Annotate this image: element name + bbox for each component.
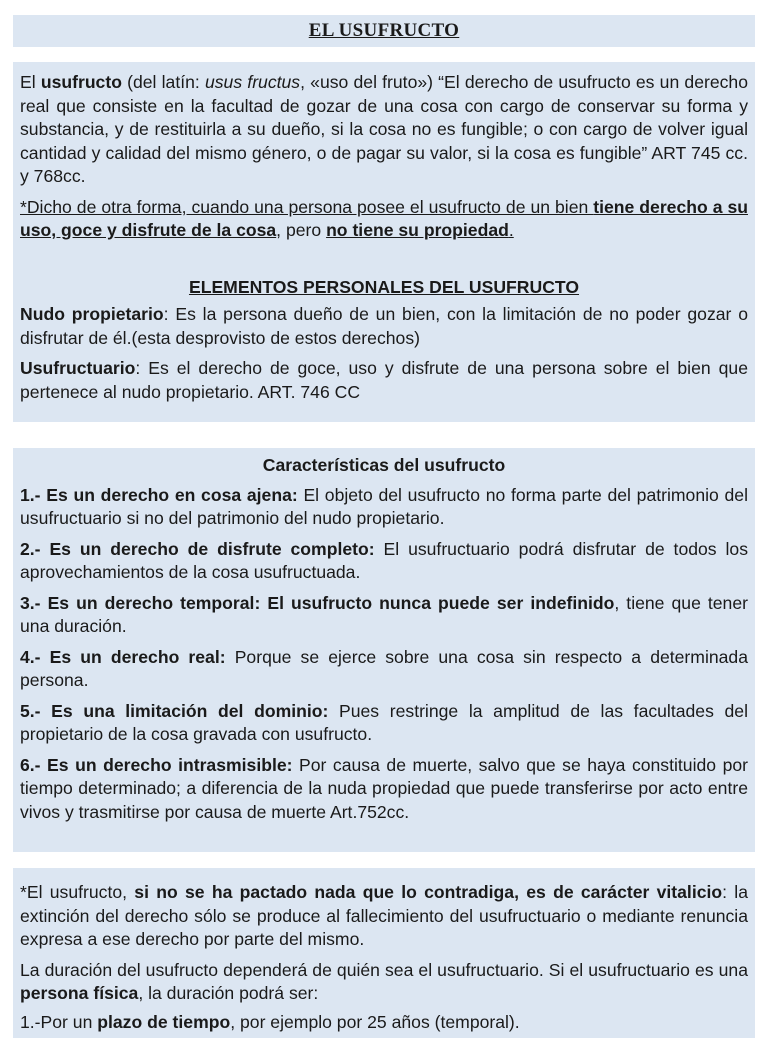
item-text: Porque se ejerce sobre una cosa sin respecto a determinada persona. (20, 646, 748, 690)
item-term: 3.- Es un derecho temporal: El usufructo nunca puede ser indefinido (20, 592, 615, 613)
list-item (20, 646, 748, 693)
list-item (20, 538, 748, 585)
usufructuario-paragraph (20, 357, 748, 404)
summary-emphasis: tiene derecho a su uso, goce y disfrute de la cosa (20, 196, 748, 240)
elementos-heading: ELEMENTOS PERSONALES DEL USUFRUCTO (188, 276, 580, 297)
caracteristicas-section (13, 448, 755, 852)
definition-section (13, 62, 755, 422)
caracteristicas-heading: Características del usufructo (262, 455, 506, 475)
duracion-paragraph (20, 959, 748, 1006)
list-item (20, 700, 748, 747)
plazo-text: 1.-Por un (20, 1011, 98, 1032)
item-text: El objeto del usufructo no forma parte del patrimonio del usufructuario si no del patrimonio del nudo propietario. (20, 484, 748, 528)
persona-fisica-term: persona física (20, 983, 139, 1003)
item-text: Pues restringe la amplitud de las facultades del propietario de la cosa gravada con usufructo. (20, 700, 748, 744)
definition-paragraph (20, 71, 748, 189)
usufructuario-term: Usufructuario (20, 358, 136, 378)
list-item (20, 754, 748, 825)
nudo-propietario-paragraph (20, 303, 748, 350)
item-term: 6.- Es un derecho intrasmisible: (20, 754, 293, 775)
plazo-paragraph (20, 1011, 748, 1035)
list-item (20, 484, 748, 531)
item-text: Por causa de muerte, salvo que se haya constituido por tiempo determinado; a diferencia de la nuda propiedad que puede transferirse por acto entre vivos y trasmitirse por causa de muerte Art.752cc. (20, 754, 749, 822)
list-item (20, 592, 748, 639)
usufructuario-text: : Es el derecho de goce, uso y disfrute de una persona sobre el bien que pertenece al nudo propietario. ART. 746 CC (20, 358, 748, 402)
vitalicio-emphasis: si no se ha pactado nada que lo contradiga, es de carácter vitalicio (134, 882, 723, 902)
item-term: 4.- Es un derecho real: (20, 646, 226, 667)
page-title: EL USUFRUCTO (308, 20, 460, 41)
vitalicio-text: *El usufructo, (20, 882, 135, 902)
summary-emphasis: no tiene su propiedad (326, 220, 509, 240)
summary-paragraph (20, 196, 748, 243)
nudo-propietario-term: Nudo propietario (20, 304, 164, 324)
item-text: , tiene que tener una duración. (20, 592, 748, 636)
duracion-text: La duración del usufructo dependerá de quién sea el usufructuario. Si el usufructuario es una (20, 959, 748, 980)
latin-term: usus fructus (204, 72, 301, 92)
summary-text: , pero (276, 220, 327, 240)
item-term: 5.- Es una limitación del dominio: (20, 700, 329, 721)
summary-text: . (508, 220, 514, 240)
item-text: El usufructuario podrá disfrutar de todos los aprovechamientos de la cosa usufructuada. (20, 538, 748, 582)
item-term: 1.- Es un derecho en cosa ajena: (20, 484, 298, 505)
usufructo-term: usufructo (40, 72, 122, 92)
title-banner (13, 15, 755, 47)
vitalicio-paragraph (20, 881, 748, 952)
definition-text: El (20, 72, 41, 92)
item-term: 2.- Es un derecho de disfrute completo: (20, 538, 375, 559)
nudo-propietario-text: : Es la persona dueño de un bien, con la limitación de no poder gozar o disfrutar de él.(esta desprovisto de estos derechos) (20, 304, 748, 348)
plazo-term: plazo de tiempo (97, 1011, 231, 1032)
duracion-text: , la duración podrá ser: (138, 983, 319, 1003)
duracion-section (13, 868, 755, 1038)
definition-text: , «uso del fruto») “El derecho de usufructo es un derecho real que consiste en la facultad de gozar de una cosa con cargo de conservar su forma y substancia, y de restituirla a su dueño, si la cosa no es fungible; o con cargo de volver igual cantidad y calidad del mismo género, o de pagar su valor, si la cosa es fungible” ART 745 cc. y 768cc. (20, 72, 748, 186)
vitalicio-text: : la extinción del derecho sólo se produce al fallecimiento del usufructuario o mediante renuncia expresa a ese derecho por parte del mismo. (20, 882, 748, 949)
definition-text: (del latín: (121, 72, 205, 92)
plazo-text: , por ejemplo por 25 años (temporal). (230, 1011, 520, 1032)
summary-text: *Dicho de otra forma, cuando una persona posee el usufructo de un bien (20, 196, 594, 217)
